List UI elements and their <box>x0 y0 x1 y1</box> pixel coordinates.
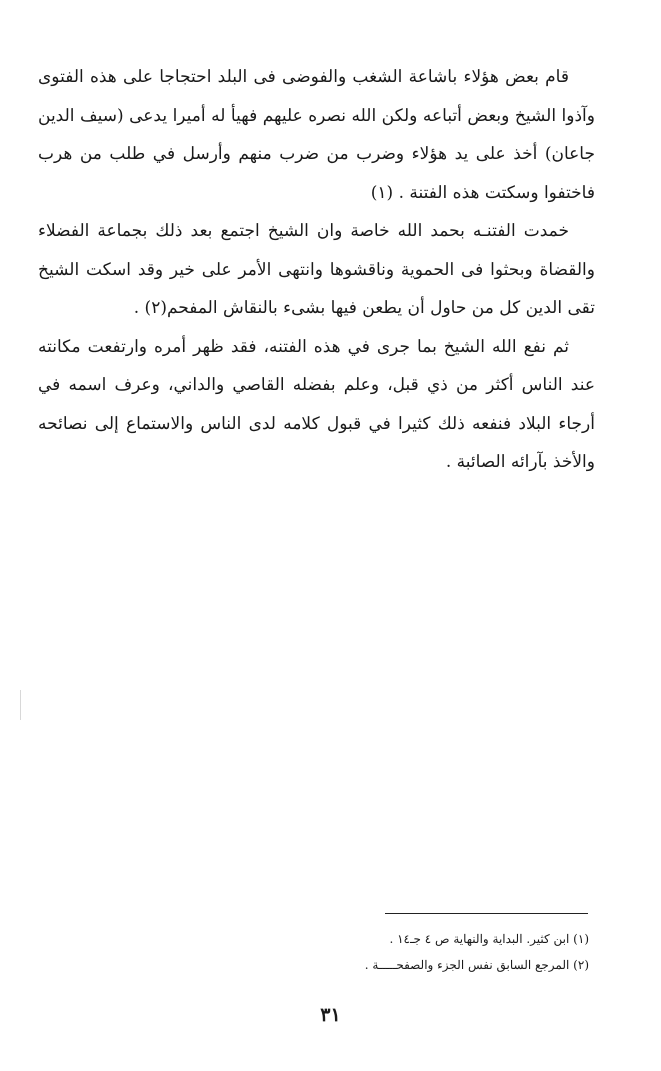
page-number: ٣١ <box>320 1004 341 1026</box>
paragraph-sheikh-benefit: ثم نفع الله الشيخ بما جرى في هذه الفتنه، فقد ظهر أمره وارتفعت مكانته عند الناس أكثر من ذي قبل، وعلم بفضله القاصي والداني، وعرف اسمه في أرجاء البلاد فنفعه ذلك كثيرا في قبول كلامه لدى الناس والاستماع إلى نصائحه والأخذ بآرائه الصائبة . <box>38 336 595 472</box>
footnote-separator <box>385 913 588 914</box>
paragraph-fatwa-unrest: قام بعض هؤلاء باشاعة الشغب والفوضى فى البلد احتجاجا على هذه الفتوى وآذوا الشيخ وبعض أتباعه ولكن الله نصره عليهم فهيأ له أميرا يدعى (سيف الدين جاعان) أخذ على يد هؤلاء وضرب من ضرب منهم وأرسل في طلب من هرب فاختفوا وسكتت هذه الفتنة . (١) <box>38 67 595 203</box>
scan-margin-mark <box>20 690 21 720</box>
paragraph-fitna-subsided: خمدت الفتنـه بحمد الله خاصة وان الشيخ اجتمع بعد ذلك بجماعة الفضلاء والقضاة وبحثوا فى الحموية وناقشوها وانتهى الأمر على خير وقد اسكت الشيخ تقى الدين كل من حاول أن يطعن فيها بشىء بالنقاش المفحم(٢) . <box>38 221 595 318</box>
footnotes <box>259 926 589 978</box>
footnote-2: (٢) المرجع السابق نفس الجزء والصفحـــــة . <box>364 958 589 972</box>
body-text <box>38 58 595 482</box>
footnote-1: (١) ابن كثير. البداية والنهاية ص ٤ جـ١٤ . <box>389 932 589 946</box>
